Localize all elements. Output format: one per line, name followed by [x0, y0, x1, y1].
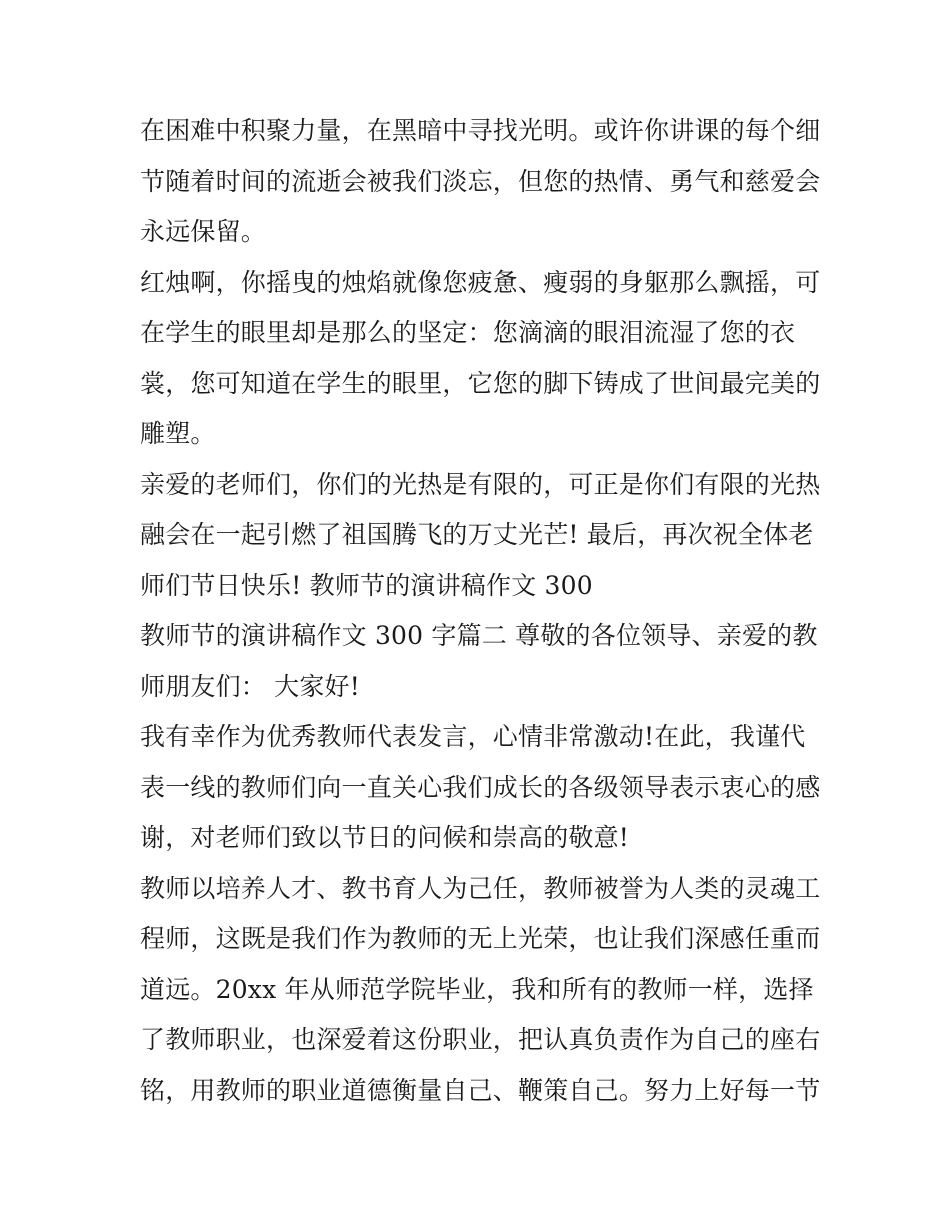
text-line: 红烛啊，你摇曳的烛焰就像您疲惫、瘦弱的身躯那么飘摇，可	[140, 267, 821, 297]
text-line: 师们节日快乐! 教师节的演讲稿作文 300	[140, 570, 593, 600]
text-line: 教师节的演讲稿作文 300 字篇二 尊敬的各位领导、亲爱的教	[140, 621, 818, 650]
text-line: 融会在一起引燃了祖国腾飞的万丈光芒! 最后，再次祝全体老	[140, 520, 814, 549]
text-line: 表一线的教师们向一直关心我们成长的各级领导表示衷心的感	[140, 772, 821, 802]
text-line: 亲爱的老师们，你们的光热是有限的，可正是你们有限的光热	[140, 469, 821, 499]
text-line: 雕塑。	[140, 419, 216, 448]
text-line: 节随着时间的流逝会被我们淡忘，但您的热情、勇气和慈爱会	[140, 166, 821, 196]
text-line: 裳，您可知道在学生的眼里，它您的脚下铸成了世间最完美的	[140, 368, 821, 398]
text-line: 道远。20xx 年从师范学院毕业，我和所有的教师一样，选择	[140, 974, 814, 1004]
text-line: 铭，用教师的职业道德衡量自己、鞭策自己。努力上好每一节	[140, 1075, 821, 1105]
text-line: 师朋友们： 大家好!	[140, 671, 360, 701]
text-line: 教师以培养人才、教书育人为己任，教师被誉为人类的灵魂工	[140, 873, 821, 903]
text-line: 在学生的眼里却是那么的坚定：您滴滴的眼泪流湿了您的衣	[140, 318, 796, 347]
text-line: 我有幸作为优秀教师代表发言，心情非常激动!在此，我谨代	[140, 722, 806, 751]
document-body	[140, 106, 820, 1116]
text-line: 程师，这既是我们作为教师的无上光荣，也让我们深感任重而	[140, 924, 821, 953]
text-line: 谢，对老师们致以节日的问候和崇高的敬意!	[140, 823, 630, 852]
text-line: 永远保留。	[140, 217, 267, 246]
text-line: 在困难中积聚力量，在黑暗中寻找光明。或许你讲课的每个细	[140, 116, 821, 145]
text-line: 了教师职业，也深爱着这份职业，把认真负责作为自己的座右	[140, 1025, 821, 1054]
